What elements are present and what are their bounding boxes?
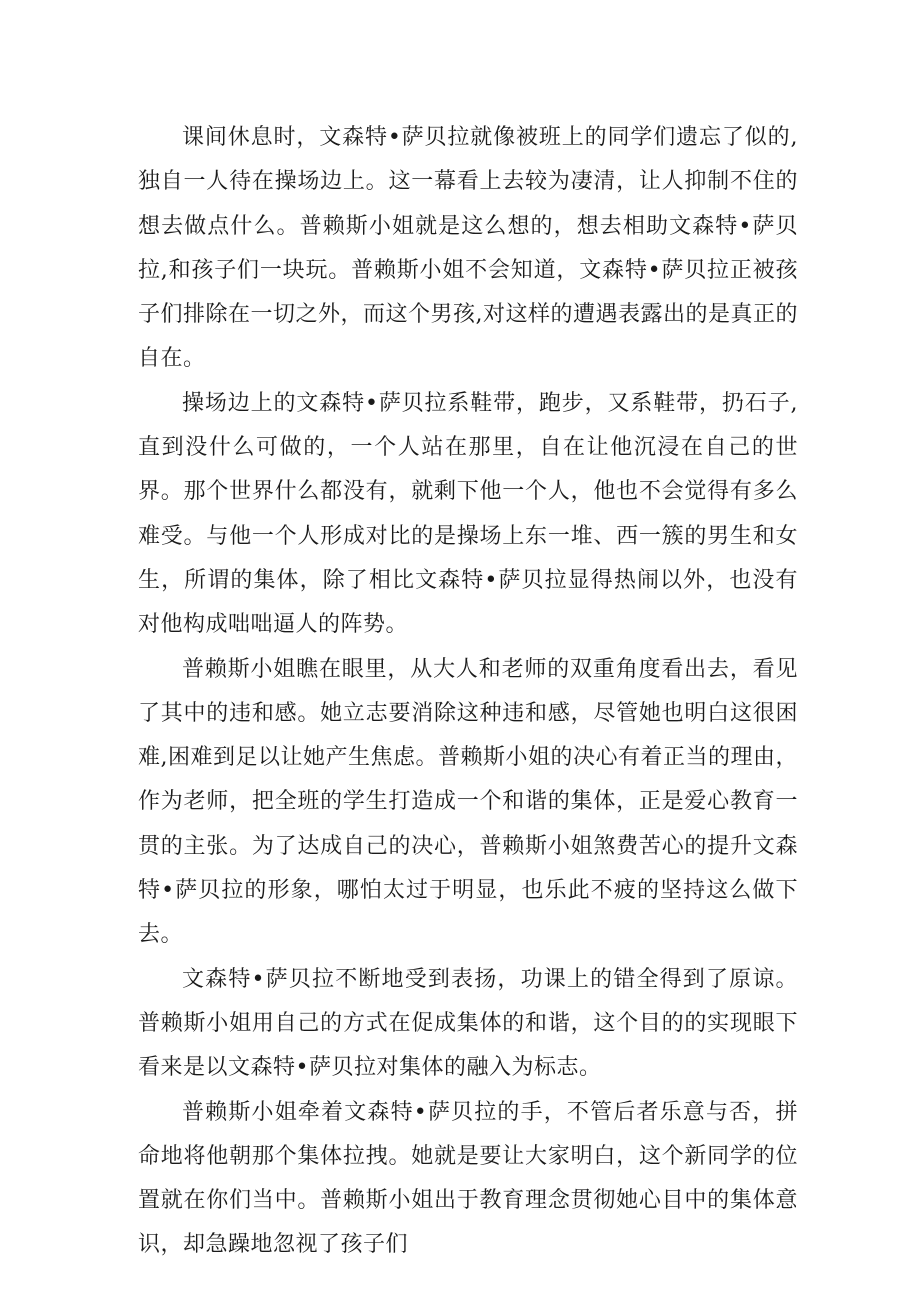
paragraph-3: 普赖斯小姐瞧在眼里，从大人和老师的双重角度看出去，看见了其中的违和感。她立志要消除这种违和感，尽管她也明白这很困难,困难到足以让她产生焦虑。普赖斯小姐的决心有着正当的理由，作为老师，把全班的学生打造成一个和谐的集体，正是爱心教育一贯的主张。为了达成自己的决心，普赖斯小姐煞费苦心的提升文森特•萨贝拉的形象，哪怕太过于明显，也乐此不疲的坚持这么做下去。 — [138, 656, 798, 948]
paragraph-5: 普赖斯小姐牵着文森特•萨贝拉的手，不管后者乐意与否，拼命地将他朝那个集体拉拽。她就是要让大家明白，这个新同学的位置就在你们当中。普赖斯小姐出于教育理念贯彻她心目中的集体意识，却急躁地忽视了孩子们 — [138, 1099, 798, 1258]
paragraph-1: 课间休息时，文森特•萨贝拉就像被班上的同学们遗忘了似的,独自一人待在操场边上。这一幕看上去较为凄清，让人抑制不住的想去做点什么。普赖斯小姐就是这么想的，想去相助文森特•萨贝拉,和孩子们一块玩。普赖斯小姐不会知道，文森特•萨贝拉正被孩子们排除在一切之外，而这个男孩,对这样的遭遇表露出的是真正的自在。 — [138, 125, 798, 372]
paragraph-4: 文森特•萨贝拉不断地受到表扬，功课上的错全得到了原谅。普赖斯小姐用自己的方式在促成集体的和谐，这个目的的实现眼下看来是以文森特•萨贝拉对集体的融入为标志。 — [138, 966, 798, 1081]
paragraph-2: 操场边上的文森特•萨贝拉系鞋带，跑步，又系鞋带，扔石子,直到没什么可做的，一个人站在那里，自在让他沉浸在自己的世界。那个世界什么都没有，就剩下他一个人，他也不会觉得有多么难受。与他一个人形成对比的是操场上东一堆、西一簇的男生和女生，所谓的集体，除了相比文森特•萨贝拉显得热闹以外，也没有对他构成咄咄逼人的阵势。 — [138, 390, 798, 638]
document-body — [138, 116, 798, 1268]
